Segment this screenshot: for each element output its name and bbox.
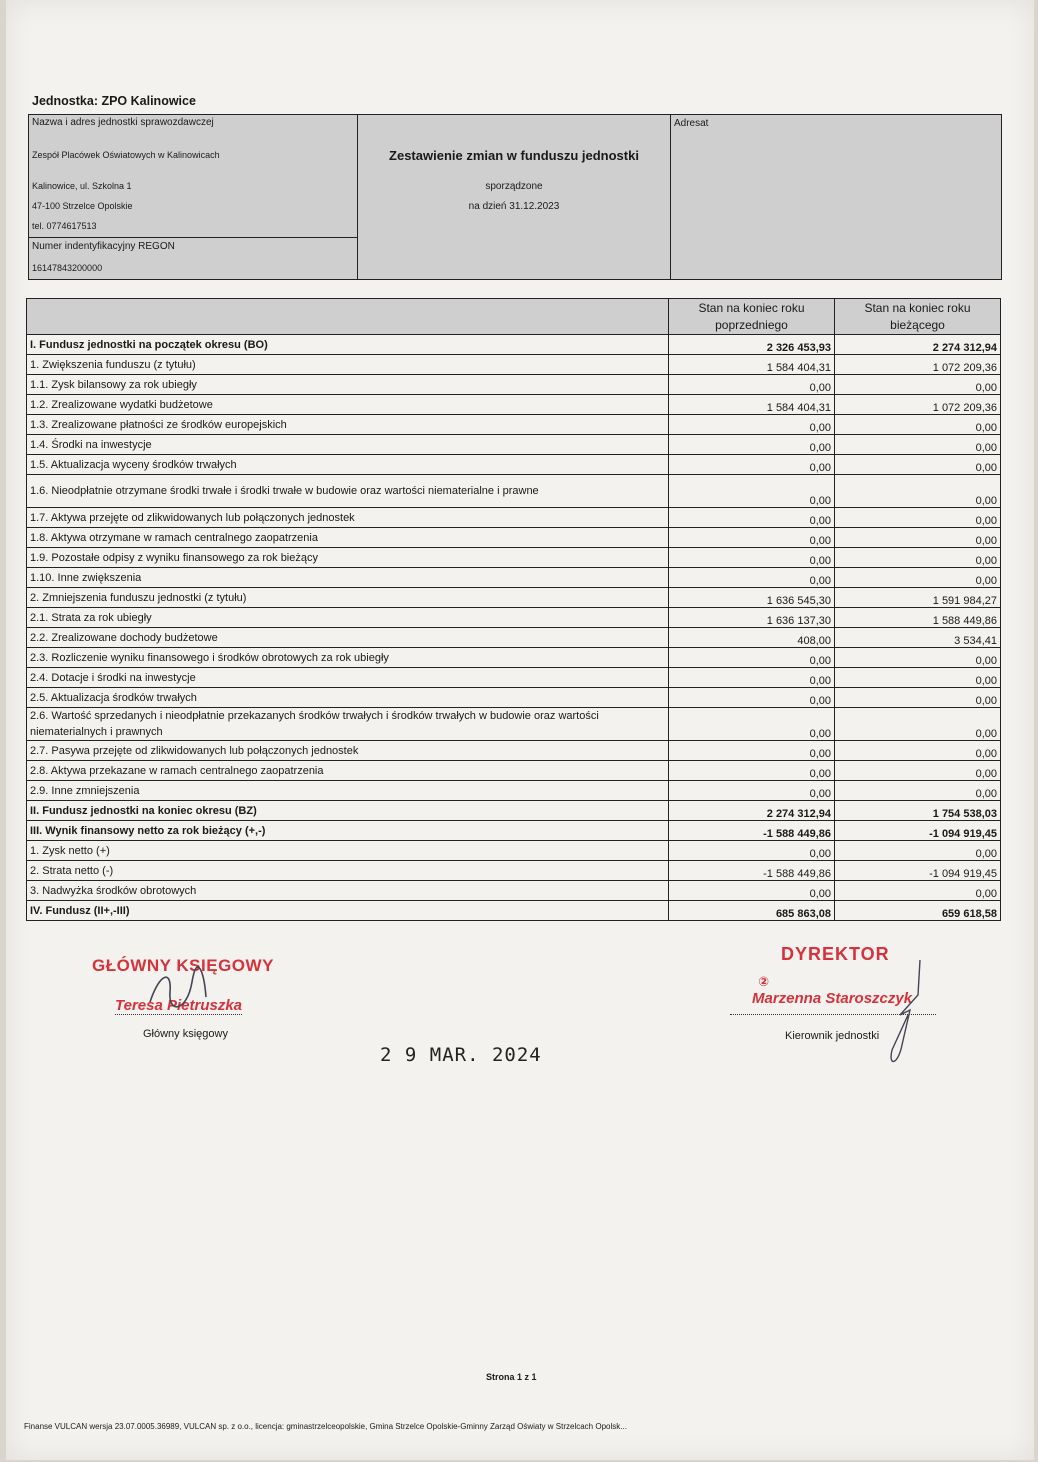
table-row	[27, 781, 1001, 801]
row-curr-value: 0,00	[835, 741, 1001, 761]
chief-accountant-stamp-name: Teresa Pietruszka	[115, 997, 243, 1014]
row-prev-value: 0,00	[669, 435, 835, 455]
row-prev-value: 1 584 404,31	[669, 395, 835, 415]
table-row	[27, 395, 1001, 415]
header-label-cell	[27, 299, 669, 335]
row-prev-value: 0,00	[669, 881, 835, 901]
row-curr-value: 0,00	[835, 435, 1001, 455]
row-prev-value: 0,00	[669, 841, 835, 861]
row-prev-value: 0,00	[669, 548, 835, 568]
row-prev-value: 0,00	[669, 455, 835, 475]
row-label: I. Fundusz jednostki na początek okresu (BO)	[27, 335, 669, 355]
header-curr-year: Stan na koniec roku bieżącego	[835, 299, 1001, 335]
director-signature	[880, 955, 940, 1070]
row-curr-value: 0,00	[835, 648, 1001, 668]
row-curr-value: 0,00	[835, 475, 1001, 508]
row-curr-value: 3 534,41	[835, 628, 1001, 648]
row-curr-value: 1 754 538,03	[835, 801, 1001, 821]
row-curr-value: 1 588 449,86	[835, 608, 1001, 628]
table-header-row	[27, 299, 1001, 335]
table-row	[27, 901, 1001, 921]
footer-note: Finanse VULCAN wersja 23.07.0005.36989, VULCAN sp. z o.o., licencja: gminastrzelceopolskie, Gmina Strzelce Opolskie-Gminny Zarząd Oświaty w Strzelcach Opolsk...	[24, 1422, 627, 1431]
director-role: Kierownik jednostki	[785, 1030, 880, 1042]
table-row	[27, 528, 1001, 548]
row-prev-value: -1 588 449,86	[669, 821, 835, 841]
row-prev-value: 408,00	[669, 628, 835, 648]
row-label: 2.5. Aktualizacja środków trwałych	[27, 688, 669, 708]
unit-phone: tel. 0774617513	[32, 221, 97, 231]
table-row	[27, 435, 1001, 455]
row-label: 1.6. Nieodpłatnie otrzymane środki trwałe i środki trwałe w budowie oraz wartości niematerialne i prawne	[27, 475, 669, 508]
table-row	[27, 608, 1001, 628]
row-curr-value: 0,00	[835, 688, 1001, 708]
row-prev-value: 0,00	[669, 528, 835, 548]
addressee-cell	[671, 115, 1001, 279]
row-prev-value: 1 584 404,31	[669, 355, 835, 375]
table-row	[27, 375, 1001, 395]
row-prev-value: 0,00	[669, 568, 835, 588]
addressee-label: Adresat	[674, 118, 709, 129]
regon-value: 16147843200000	[32, 263, 103, 273]
row-curr-value: 0,00	[835, 668, 1001, 688]
chief-accountant-role: Główny księgowy	[143, 1028, 228, 1040]
table-row	[27, 708, 1001, 741]
table-row	[27, 588, 1001, 608]
row-prev-value: 0,00	[669, 648, 835, 668]
row-curr-value: 0,00	[835, 708, 1001, 741]
report-title: Zestawienie zmian w funduszu jednostki	[389, 148, 639, 163]
table-row	[27, 548, 1001, 568]
regon-label: Numer indentyfikacyjny REGON	[32, 241, 175, 252]
row-label: 1.4. Środki na inwestycje	[27, 435, 669, 455]
row-prev-value: 0,00	[669, 668, 835, 688]
row-curr-value: 1 591 984,27	[835, 588, 1001, 608]
director-stamp-title: DYREKTOR	[781, 944, 890, 964]
unit-name: Zespół Placówek Oświatowych w Kalinowicach	[32, 150, 220, 160]
row-label: 2.1. Strata za rok ubiegły	[27, 608, 669, 628]
row-label: 1.10. Inne zwiększenia	[27, 568, 669, 588]
row-label: 2.8. Aktywa przekazane w ramach centralnego zaopatrzenia	[27, 761, 669, 781]
row-curr-value: 0,00	[835, 761, 1001, 781]
row-curr-value: 0,00	[835, 568, 1001, 588]
row-curr-value: 0,00	[835, 508, 1001, 528]
header-prev-year: Stan na koniec roku poprzedniego	[669, 299, 835, 335]
row-prev-value: 0,00	[669, 375, 835, 395]
row-label: 1. Zysk netto (+)	[27, 841, 669, 861]
row-label: 1.3. Zrealizowane płatności ze środków europejskich	[27, 415, 669, 435]
table-row	[27, 881, 1001, 901]
row-curr-value: 0,00	[835, 375, 1001, 395]
row-curr-value: 0,00	[835, 415, 1001, 435]
chief-accountant-stamp-title: GŁÓWNY KSIĘGOWY	[92, 956, 274, 975]
row-label: 2.3. Rozliczenie wyniku finansowego i środków obrotowych za rok ubiegły	[27, 648, 669, 668]
unit-city: 47-100 Strzelce Opolskie	[32, 201, 133, 211]
date-stamp: 2 9 MAR. 2024	[380, 1044, 542, 1066]
table-row	[27, 801, 1001, 821]
table-row	[27, 821, 1001, 841]
table-row	[27, 628, 1001, 648]
table-row	[27, 508, 1001, 528]
table-row	[27, 668, 1001, 688]
table-row	[27, 568, 1001, 588]
row-curr-value: 659 618,58	[835, 901, 1001, 921]
row-curr-value: 0,00	[835, 548, 1001, 568]
row-label: 2. Zmniejszenia funduszu jednostki (z tytułu)	[27, 588, 669, 608]
row-label: 2.9. Inne zmniejszenia	[27, 781, 669, 801]
table-row	[27, 475, 1001, 508]
row-curr-value: 0,00	[835, 841, 1001, 861]
row-label: 2.7. Pasywa przejęte od zlikwidowanych lub połączonych jednostek	[27, 741, 669, 761]
row-curr-value: 0,00	[835, 781, 1001, 801]
table-row	[27, 688, 1001, 708]
row-prev-value: 0,00	[669, 781, 835, 801]
row-prev-value: 2 274 312,94	[669, 801, 835, 821]
report-date: na dzień 31.12.2023	[468, 201, 560, 212]
row-curr-value: 0,00	[835, 881, 1001, 901]
row-prev-value: 0,00	[669, 708, 835, 741]
row-prev-value: 685 863,08	[669, 901, 835, 921]
prepared-label: sporządzone	[485, 181, 543, 192]
row-prev-value: 0,00	[669, 761, 835, 781]
row-label: 1.9. Pozostałe odpisy z wyniku finansowego za rok bieżący	[27, 548, 669, 568]
row-label: 2. Strata netto (-)	[27, 861, 669, 881]
table-row	[27, 335, 1001, 355]
row-curr-value: -1 094 919,45	[835, 861, 1001, 881]
table-row	[27, 841, 1001, 861]
row-prev-value: 0,00	[669, 741, 835, 761]
table-row	[27, 355, 1001, 375]
unit-title: Jednostka: ZPO Kalinowice	[32, 94, 196, 108]
chief-accountant-signature	[142, 962, 212, 1017]
regon-divider	[29, 237, 357, 238]
table-row	[27, 741, 1001, 761]
row-curr-value: 2 274 312,94	[835, 335, 1001, 355]
table-row	[27, 761, 1001, 781]
row-prev-value: 0,00	[669, 688, 835, 708]
row-label: III. Wynik finansowy netto za rok bieżący (+,-)	[27, 821, 669, 841]
row-label: 2.6. Wartość sprzedanych i nieodpłatnie przekazanych środków trwałych i środków trwałych w budowie oraz wartości niematerialnych i prawnych	[27, 708, 669, 741]
row-prev-value: 0,00	[669, 508, 835, 528]
row-label: 1.8. Aktywa otrzymane w ramach centralnego zaopatrzenia	[27, 528, 669, 548]
row-prev-value: 0,00	[669, 475, 835, 508]
unit-street: Kalinowice, ul. Szkolna 1	[32, 181, 132, 191]
unit-info-cell	[29, 115, 358, 279]
row-curr-value: 1 072 209,36	[835, 355, 1001, 375]
row-label: 2.2. Zrealizowane dochody budżetowe	[27, 628, 669, 648]
row-prev-value: 2 326 453,93	[669, 335, 835, 355]
row-prev-value: -1 588 449,86	[669, 861, 835, 881]
row-curr-value: 0,00	[835, 455, 1001, 475]
fund-changes-table	[26, 298, 1001, 921]
row-prev-value: 1 636 137,30	[669, 608, 835, 628]
row-label: 2.4. Dotacje i środki na inwestycje	[27, 668, 669, 688]
row-label: 3. Nadwyżka środków obrotowych	[27, 881, 669, 901]
row-label: 1.7. Aktywa przejęte od zlikwidowanych lub połączonych jednostek	[27, 508, 669, 528]
row-curr-value: -1 094 919,45	[835, 821, 1001, 841]
row-label: II. Fundusz jednostki na koniec okresu (BZ)	[27, 801, 669, 821]
row-prev-value: 1 636 545,30	[669, 588, 835, 608]
header-box	[28, 114, 1002, 280]
row-label: 1.5. Aktualizacja wyceny środków trwałych	[27, 455, 669, 475]
row-curr-value: 1 072 209,36	[835, 395, 1001, 415]
row-label: 1.2. Zrealizowane wydatki budżetowe	[27, 395, 669, 415]
row-curr-value: 0,00	[835, 528, 1001, 548]
table-row	[27, 455, 1001, 475]
row-label: IV. Fundusz (II+,-III)	[27, 901, 669, 921]
row-label: 1. Zwiększenia funduszu (z tytułu)	[27, 355, 669, 375]
report-title-cell	[358, 115, 671, 279]
director-stamp-mark: ②	[758, 974, 770, 989]
table-row	[27, 861, 1001, 881]
row-label: 1.1. Zysk bilansowy za rok ubiegły	[27, 375, 669, 395]
row-prev-value: 0,00	[669, 415, 835, 435]
table-row	[27, 648, 1001, 668]
page-number: Strona 1 z 1	[486, 1372, 537, 1382]
director-stamp-name: Marzenna Staroszczyk	[752, 990, 913, 1007]
table-row	[27, 415, 1001, 435]
name-address-label: Nazwa i adres jednostki sprawozdawczej	[32, 117, 214, 128]
